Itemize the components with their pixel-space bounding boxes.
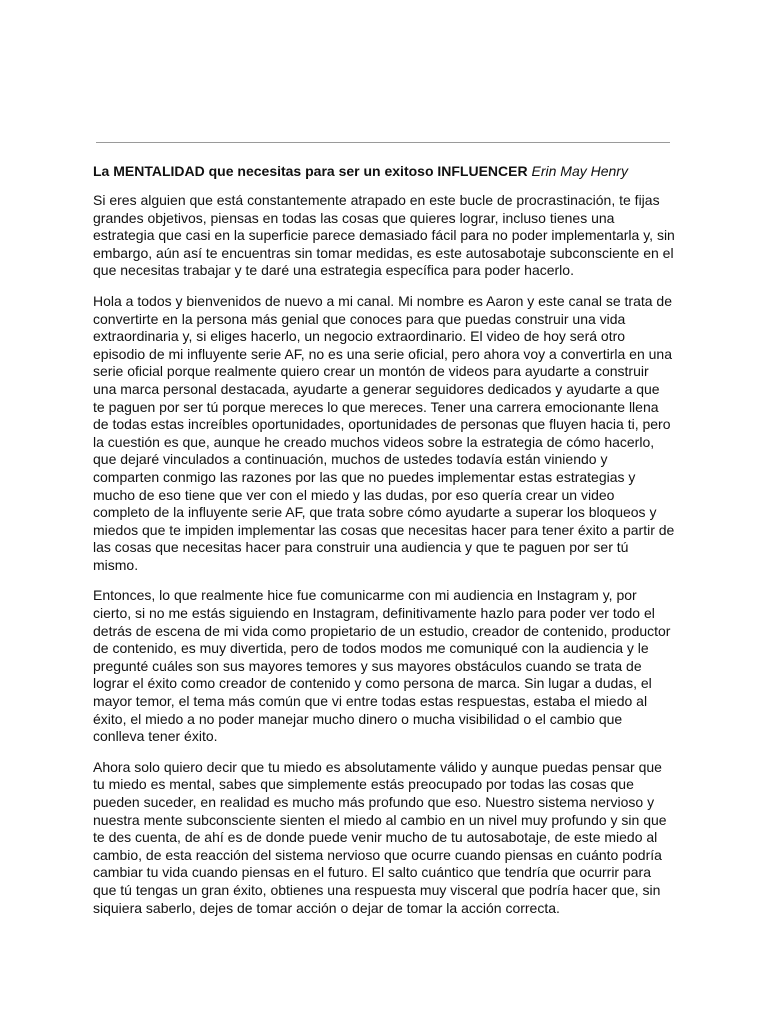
paragraph-2: Hola a todos y bienvenidos de nuevo a mi canal. Mi nombre es Aaron y este canal se trata de convertirte en la persona más genial que conoces para que puedas construir una vida extraordinaria y, si eliges hacerlo, un negocio extraordinario. El video de hoy será otro episodio de mi influyente serie AF, no es una serie oficial, pero ahora voy a convertirla en una serie oficial porque realmente quiero crear un montón de videos para ayudarte a construir una marca personal destacada, ayudarte a generar seguidores dedicados y ayudarte a que te paguen por ser tú porque mereces lo que mereces. Tener una carrera emocionante llena de todas estas increíbles oportunidades, oportunidades de personas que fluyen hacia ti, pero la cuestión es que, aunque he creado muchos videos sobre la estrategia de cómo hacerlo, que dejaré vinculados a continuación, muchos de ustedes todavía están viniendo y comparten conmigo las razones por las que no puedes implementar estas estrategias y mucho de eso tiene que ver con el miedo y las dudas, por eso quería crear un video completo de la influyente serie AF, que trata sobre cómo ayudarte a superar los bloqueos y miedos que te impiden implementar las cosas que necesitas hacer para tener éxito a partir de las cosas que necesitas hacer para construir una audiencia y que te paguen por ser tú mismo. — [93, 292, 675, 573]
paragraph-1: Si eres alguien que está constantemente atrapado en este bucle de procrastinación, te fijas grandes objetivos, piensas en todas las cosas que quieres lograr, incluso tienes una estrategia que casi en la superficie parece demasiado fácil para no poder implementarla y, sin embargo, aún así te encuentras sin tomar medidas, es este autosabotaje subconsciente en el que necesitas trabajar y te daré una estrategia específica para poder hacerlo. — [93, 192, 675, 279]
paragraph-4: Ahora solo quiero decir que tu miedo es absolutamente válido y aunque puedas pensar que tu miedo es mental, sabes que simplemente estás preocupado por todas las cosas que pueden suceder, en realidad es mucho más profundo que eso. Nuestro sistema nervioso y nuestra mente subconsciente sienten el miedo al cambio en un nivel muy profundo y sin que te des cuenta, de ahí es de donde puede venir mucho de tu autosabotaje, de este miedo al cambio, de esta reacción del sistema nervioso que ocurre cuando piensas en cuánto podría cambiar tu vida cuando piensas en el futuro. El salto cuántico que tendría que ocurrir para que tú tengas un gran éxito, obtienes una respuesta muy visceral que podría hacer que, sin siquiera saberlo, dejes de tomar acción o dejar de tomar la acción correcta. — [93, 758, 667, 916]
document-body — [93, 160, 675, 930]
document-title — [93, 160, 675, 182]
author-name: Erin May Henry — [531, 163, 628, 179]
horizontal-divider — [96, 142, 670, 143]
paragraph-3: Entonces, lo que realmente hice fue comunicarme con mi audiencia en Instagram y, por cierto, si no me estás siguiendo en Instagram, definitivamente hazlo para poder ver todo el detrás de escena de mi vida como propietario de un estudio, creador de contenido, productor de contenido, es muy divertida, pero de todos modos me comuniqué con la audiencia y le pregunté cuáles son sus mayores temores y sus mayores obstáculos cuando se trata de lograr el éxito como creador de contenido y como persona de marca. Sin lugar a dudas, el mayor temor, el tema más común que vi entre todas estas respuestas, estaba el miedo al éxito, el miedo a no poder manejar mucho dinero o mucha visibilidad o el cambio que conlleva tener éxito. — [93, 587, 671, 745]
title-text: La MENTALIDAD que necesitas para ser un exitoso INFLUENCER — [93, 163, 528, 179]
